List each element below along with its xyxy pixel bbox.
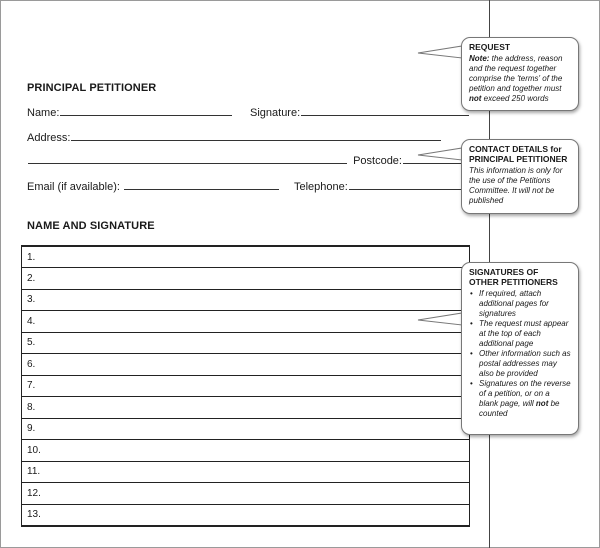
contact-callout-title — [469, 144, 571, 164]
others-title-line2: OTHER PETITIONERS — [469, 277, 558, 287]
signature-row-cell[interactable]: 7. — [22, 375, 470, 397]
signature-row-cell[interactable]: 9. — [22, 418, 470, 440]
signature-row-cell[interactable]: 10. — [22, 440, 470, 462]
contact-callout-text: This information is only for the use of the Petitions Committee. It will not be published — [469, 166, 563, 205]
postcode-label: Postcode: — [353, 155, 402, 167]
request-callout — [461, 37, 579, 111]
signature-row-cell[interactable]: 13. — [22, 504, 470, 526]
others-callout-title — [469, 267, 571, 287]
principal-petitioner-heading: PRINCIPAL PETITIONER — [27, 82, 157, 94]
request-text-2: exceed 250 words — [481, 94, 549, 103]
signature-row-cell[interactable]: 6. — [22, 354, 470, 376]
request-callout-title: REQUEST — [469, 42, 511, 52]
request-text-bold: not — [469, 94, 482, 103]
contact-details-callout — [461, 139, 579, 214]
other-petitioners-callout — [461, 262, 579, 435]
address-label: Address: — [27, 132, 71, 144]
signature-row-cell[interactable]: 3. — [22, 289, 470, 311]
others-item-4-text-1: Signatures on the reverse of a petition, or on a blank page, will — [479, 379, 571, 408]
signature-row-cell[interactable]: 11. — [22, 461, 470, 483]
name-label: Name: — [27, 107, 60, 119]
others-item-3: • Other information such as postal addresses may also be provided — [469, 349, 571, 379]
email-label: Email (if available): — [27, 181, 120, 193]
others-item-2: • The request must appear at the top of each additional page — [469, 319, 571, 349]
signature-row-cell[interactable]: 2. — [22, 268, 470, 290]
others-callout-list — [469, 289, 571, 419]
name-and-signature-heading: NAME AND SIGNATURE — [27, 220, 155, 232]
request-callout-text — [469, 54, 571, 104]
signature-row-cell[interactable]: 12. — [22, 483, 470, 505]
signature-row-cell[interactable]: 8. — [22, 397, 470, 419]
signature-label: Signature: — [250, 107, 301, 119]
signature-row-cell[interactable]: 4. — [22, 311, 470, 333]
note-label: Note: — [469, 54, 490, 63]
others-item-1: • If required, attach additional pages for signatures — [469, 289, 571, 319]
signature-row-cell[interactable]: 5. — [22, 332, 470, 354]
contact-title-line1: CONTACT DETAILS for — [469, 144, 562, 154]
others-title-line1: SIGNATURES OF — [469, 267, 539, 277]
telephone-label: Telephone: — [294, 181, 348, 193]
others-item-4-text-2: be counted — [479, 399, 560, 418]
others-item-4-bold: not — [535, 399, 549, 408]
request-text-1: the address, reason and the request together comprise the 'terms' of the petition and together must — [469, 54, 563, 93]
others-item-4 — [469, 379, 571, 419]
contact-title-line2: PRINCIPAL PETITIONER — [469, 154, 568, 164]
signature-row-cell[interactable]: 1. — [22, 246, 470, 268]
